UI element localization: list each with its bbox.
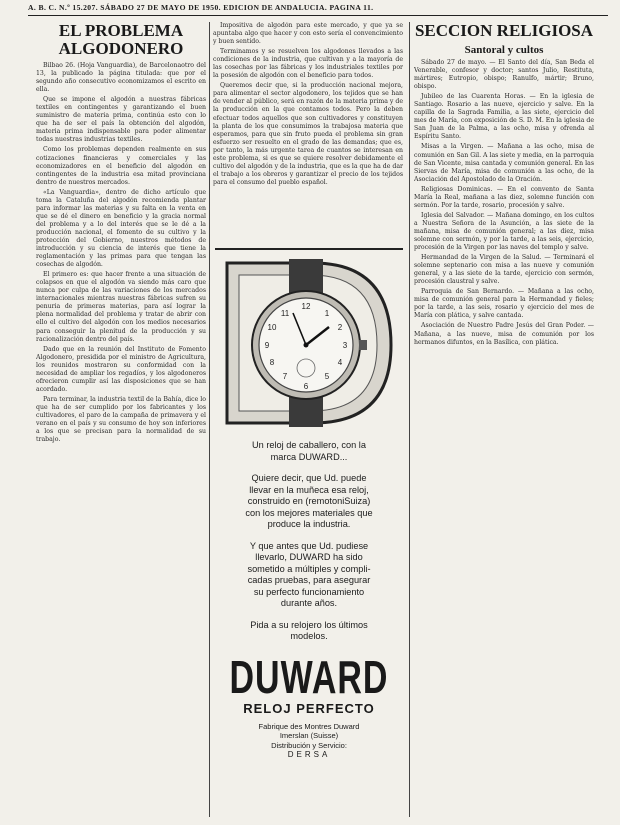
article-paragraph: Que se impone el algodón a nuestras fábricas textiles en contingentes y garantizando el buen suministro de materia prima, continúa esto con lo que ha de ser el país la obtención del algodón, materia prima indispensable para poder alimentar todas nuestras industrias textiles.	[36, 96, 206, 144]
svg-text:11: 11	[280, 309, 290, 318]
left-article-body	[36, 62, 206, 444]
ad-line: produce la industria.	[267, 519, 351, 529]
ad-line: su perfecto funcionamiento	[253, 586, 365, 597]
duward-brand-logo: DUWARD	[229, 651, 389, 704]
article-paragraph: Misas a la Virgen. — Mañana a las ocho, misa de comunión en San Gil. A las siete y media, en la parroquia de San Vicente, misa cantada y comunión general. En las Siervas de María, misa de comunión a las ocho, de la Asociación del Apostolado de la Oración.	[414, 143, 594, 183]
wristwatch-image	[213, 255, 405, 430]
duward-tagline: RELOJ PERFECTO	[243, 700, 375, 716]
ad-line: sometido a múltiples y compli-	[247, 563, 371, 574]
ad-footer-line: Imerslan (Suisse)	[279, 731, 339, 740]
article-paragraph: Bilbao 26. (Hoja Vanguardia), de Barcelonaotro del 13, la publicado la página titulada: que por el segundo año consecutivo economizamos el escrito en ella.	[36, 62, 206, 94]
article-paragraph: Impositiva de algodón para este mercado, y que ya se apuntaba algo que hacer y con esto sería el convencimiento y buen sentido.	[213, 22, 403, 46]
ad-line: con los mejores materiales que	[245, 507, 373, 518]
ad-line: marca DUWARD...	[270, 451, 348, 462]
ad-footer-line: Distribución y Servicio:	[271, 740, 347, 750]
ad-paragraph-2	[213, 541, 405, 610]
ad-footer	[213, 722, 405, 760]
ad-footer-dersa: DERSA	[287, 750, 331, 759]
article-paragraph: Jubileo de las Cuarenta Horas. — En la iglesia de Santiago. Rosario a las nueve, ejercicio y salve. En la capilla de la Sagrada Familia, a las siete, ejercicio del mes de María, con exposición de S. D. M. En la iglesia de San Juan de la Palma, a las ocho, misa y ofrenda al Espíritu Santo.	[414, 93, 594, 141]
article-paragraph: Parroquia de San Bernardo. — Mañana a las ocho, misa de comunión general para la Hermandad y fieles; por la tarde, a las seis, rosario y ejercicio del mes de María con plática, y salve cantada.	[414, 288, 594, 320]
ad-line: Quiere decir, que Ud. puede	[251, 473, 367, 483]
ad-line: modelos.	[290, 631, 328, 641]
svg-text:7: 7	[282, 372, 288, 381]
ad-caption	[213, 440, 405, 463]
svg-text:6: 6	[303, 382, 309, 391]
right-article-body	[414, 59, 594, 347]
left-column	[36, 22, 206, 822]
ad-line: construido en (remotoniSuiza)	[247, 496, 371, 506]
ad-footer-line: Fabrique des Montres Duward	[258, 721, 360, 731]
svg-text:9: 9	[264, 341, 270, 350]
article-paragraph: Iglesia del Salvador. — Mañana domingo, en los cultos a Nuestra Señora de la Asunción, a las siete de la mañana, misa de comunión general; a las diez, misa solemne con sermón, y por la tarde, a las seis, ejercicio, procesión de la Virgen por las naves del templo y salve.	[414, 211, 594, 252]
ad-top-rule	[215, 248, 403, 250]
article-paragraph: Terminamos y se resuelven los algodones llevados a las condiciones de la industria, que cultivan y a la mayoría de las cosechas por las fábricas y los industriales textiles por la posesión de algodón con el beneficio para todos.	[213, 48, 403, 80]
svg-text:2: 2	[337, 323, 343, 332]
right-column	[414, 22, 594, 822]
svg-text:8: 8	[269, 358, 275, 367]
middle-article-body	[213, 22, 403, 187]
svg-text:10: 10	[267, 323, 277, 332]
ad-line: Pida a su relojero los últimos	[250, 619, 368, 630]
article-paragraph: «La Vanguardia», dentro de dicho artículo que toma la Cataluña del algodón recomienda plantar para informar las materias y su falta en la venta en que se dé el dinero en beneficio y la gracia normal del problema y a lo del interés que se le dé a la producción nacional, el fomento de su cultivo y la protección del Gobierno, nuestros métodos de introducción y su ciencia de interés que tiene la reglamentación y las primas para que tengan las cosechas de algodón.	[36, 188, 206, 269]
ad-line: Y que antes que Ud. pudiese	[249, 540, 369, 551]
article-paragraph: Para terminar, la industria textil de la Bahía, dice lo que ha de ser cumplido por los fabricantes y los cultivadores, el paro de la campaña de primavera y el verano en el país y su consumo de hoy son inferiores a los que se precisan para la normalidad de su trabajo.	[36, 395, 206, 444]
ad-line: Un reloj de caballero, con la	[252, 440, 366, 450]
ad-paragraph-1	[213, 473, 405, 531]
ad-paragraph-3	[213, 620, 405, 643]
left-headline: EL PROBLEMA ALGODONERO	[58, 22, 184, 58]
svg-text:12: 12	[301, 302, 311, 311]
article-paragraph: Queremos decir que, si la producción nacional mejora, para alimentar el sector algodonero, los tejidos que se han de vender al público, será en razón de la materia prima y de la producción en la que contamos todos. Pero la deben efectuar todos aquellos que son cultivadores y constituyen la planta de los que consumimos la trabajosa materia que esperamos, para que sin fruto pueda el problema sin gran esfuerzo ser resuelto en el grado de las demandas; que es, por tanto, la más urgente tarea de cuantos se interesan en este problema, si es que se quiere resolver debidamente el cultivo del algodón y de la industria, que es la que ha de dar el trabajo a los obreros y garantizar el precio de los tejidos para el consumo del pueblo español.	[213, 82, 403, 186]
ad-line: llevar en la muñeca esa reloj,	[249, 484, 369, 495]
svg-text:5: 5	[324, 372, 330, 381]
header-rule	[28, 15, 608, 16]
article-paragraph: Hermandad de la Virgen de la Salud. — Terminará el solemne septenario con misa a las nueve y comunión general, y a las siete de la tarde, ejercicio con sermón, procesión claustral y salve.	[414, 254, 594, 286]
article-paragraph: Religiosas Dominicas. — En el convento de Santa María la Real, mañana a las diez, solemne función con sermón. Por la tarde, rosario, procesión y salve.	[414, 185, 594, 209]
column-rule-1	[209, 22, 210, 817]
right-subhead: Santoral y cultos	[464, 44, 544, 56]
middle-column	[213, 22, 403, 252]
page-header: A. B. C. N.º 15.207. SÁBADO 27 DE MAYO DE 1950. EDICION DE ANDALUCIA. PAGINA 11.	[28, 3, 374, 12]
article-paragraph: Dado que en la reunión del Instituto de Fomento Algodonero, presidida por el ministro de Agricultura, los reunidos mostraron su conformidad con la necesidad de ampliar los regadíos, y los algodoneros ofrecieron cumplir así las disposiciones que se han acordado.	[36, 345, 206, 393]
article-paragraph: Asociación de Nuestro Padre Jesús del Gran Poder. — Mañana, a las nueve, misa de comunión por los hermanos difuntos, en la Basílica, con plática.	[414, 322, 594, 346]
column-rule-2	[409, 22, 410, 817]
svg-text:1: 1	[324, 309, 330, 318]
svg-text:4: 4	[337, 358, 343, 367]
duward-advertisement	[213, 255, 405, 815]
ad-line: llevarlo, DUWARD ha sido	[255, 552, 363, 562]
ad-line: cadas pruebas, para asegurar	[247, 575, 371, 585]
article-paragraph: El primero es: que hacer frente a una situación de colapsos en que el algodón va siendo más caro que nunca por culpa de las variaciones de los mercados internacionales mientras nuestras fábricas sufren su penuria de primeras materias, para así lograr la plena normalidad del problema y tratar de abrir con ello el cultivo del algodón con los medios necesarios para conseguir la plenitud de la producción y su racionalización dentro del país.	[36, 271, 206, 343]
article-paragraph: Como los problemas dependen realmente en sus cotizaciones financieras y comerciales y las economizadores en el beneficio del algodón en contingentes de la industria esa mitad provinciana dentro de nuestros mercados.	[36, 146, 206, 186]
right-headline: SECCION RELIGIOSA	[414, 22, 594, 40]
watch-illustration	[213, 255, 405, 430]
ad-line: durante años.	[280, 598, 338, 608]
article-paragraph: Sábado 27 de mayo. — El Santo del día, San Beda el Venerable, confesor y doctor; santos Julio, Restituta, mártires; Eutropio, obispo; Ranulfo, mártir; Bruno, obispo.	[414, 59, 594, 91]
svg-text:3: 3	[342, 341, 348, 350]
